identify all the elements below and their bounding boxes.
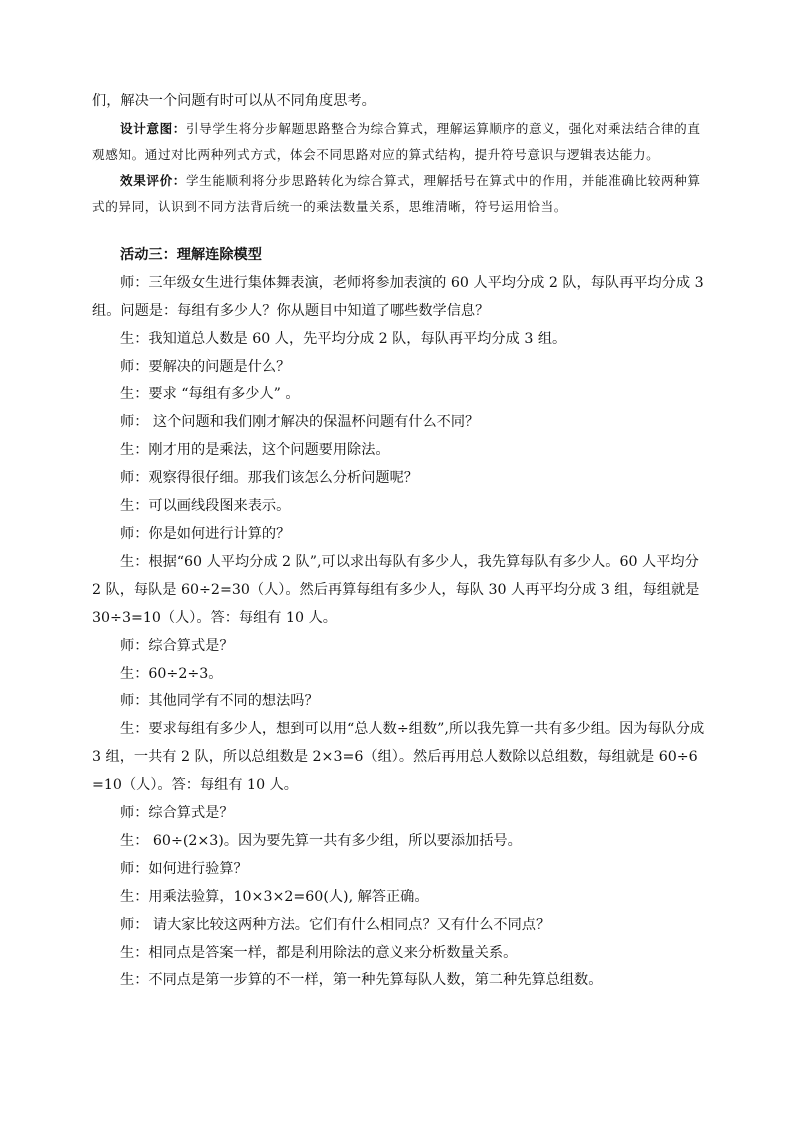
evaluation-label: 效果评价： xyxy=(120,172,186,188)
evaluation-paragraph xyxy=(92,168,707,220)
evaluation-text: 学生能顺利将分步思路转化为综合算式，理解括号在算式中的作用，并能准确比较两种算式的异同，认识到不同方法背后统一的乘法数量关系，思维清晰，符号运用恰当。 xyxy=(92,172,701,214)
dialogue-line: 生：我知道总人数是 60 人，先平均分成 2 队，每队再平均分成 3 组。 xyxy=(120,330,567,347)
dialogue-line: 师： 这个问题和我们刚才解决的保温杯问题有什么不同？ xyxy=(120,414,480,431)
dialogue-line: 生：刚才用的是乘法，这个问题要用除法。 xyxy=(120,442,390,459)
dialogue-line: 师：观察得很仔细。那我们该怎么分析问题呢？ xyxy=(120,470,418,487)
design-intent-label: 设计意图： xyxy=(120,120,186,136)
dialogue-line: 生：用乘法验算，10×3×2=60(人), 解答正确。 xyxy=(120,888,429,905)
dialogue-line: 生：60÷2÷3。 xyxy=(120,665,223,682)
dialogue-line: 生：相同点是答案一样，都是利用除法的意义来分析数量关系。 xyxy=(120,944,518,961)
dialogue-line: 师： 请大家比较这两种方法。它们有什么相同点？又有什么不同点？ xyxy=(120,916,551,933)
dialogue-line: 师：要解决的问题是什么？ xyxy=(120,358,291,375)
dialogue-list xyxy=(92,270,707,996)
dialogue-line: 师：三年级女生进行集体舞表演，老师将参加表演的 60 人平均分成 2 队，每队再平均分成 3 组。问题是：每组有多少人？你从题目中知道了哪些数学信息？ xyxy=(92,274,704,319)
dialogue-line: 生： 60÷(2×3)。因为要先算一共有多少组，所以要添加括号。 xyxy=(120,832,522,849)
dialogue-line: 生：可以画线段图来表示。 xyxy=(120,498,291,515)
section-gap xyxy=(92,220,707,242)
dialogue-line: 生：不同点是第一步算的不一样，第一种先算每队人数，第二种先算总组数。 xyxy=(120,972,603,989)
dialogue-line: 生：要求每组有多少人，想到可以用“总人数÷组数”,所以我先算一共有多少组。因为每队分成 3 组，一共有 2 队，所以总组数是 2×3=6（组）。然后再用总人数除以总组数，每组就是 60÷6=10（人）。答：每组有 10 人。 xyxy=(92,721,705,794)
dialogue-line: 生：要求 “每组有多少人” 。 xyxy=(120,386,300,403)
dialogue-line: 师：综合算式是？ xyxy=(120,637,234,654)
dialogue-line: 师：如何进行验算？ xyxy=(120,860,248,877)
dialogue-line: 师：你是如何进行计算的？ xyxy=(120,525,291,542)
dialogue-line: 生：根据“60 人平均分成 2 队”,可以求出每队有多少人，我先算每队有多少人。60 人平均分 2 队，每队是 60÷2=30（人）。然后再算每组有多少人，每队 30 人再平均分成 3 组，每组就是 30÷3=10（人）。答：每组有 10 人。 xyxy=(92,553,700,626)
design-intent-text: 引导学生将分步解题思路整合为综合算式，理解运算顺序的意义，强化对乘法结合律的直观感知。通过对比两种列式方式，体会不同思路对应的算式结构，提升符号意识与逻辑表达能力。 xyxy=(92,120,701,162)
design-intent-paragraph xyxy=(92,116,707,168)
dialogue-line: 师：其他同学有不同的想法吗？ xyxy=(120,693,319,710)
activity-title: 活动三：理解连除模型 xyxy=(120,246,262,263)
document-page xyxy=(92,88,707,995)
intro-tail-paragraph: 们，解决一个问题有时可以从不同角度思考。 xyxy=(92,93,376,109)
dialogue-line: 师：综合算式是？ xyxy=(120,805,234,822)
